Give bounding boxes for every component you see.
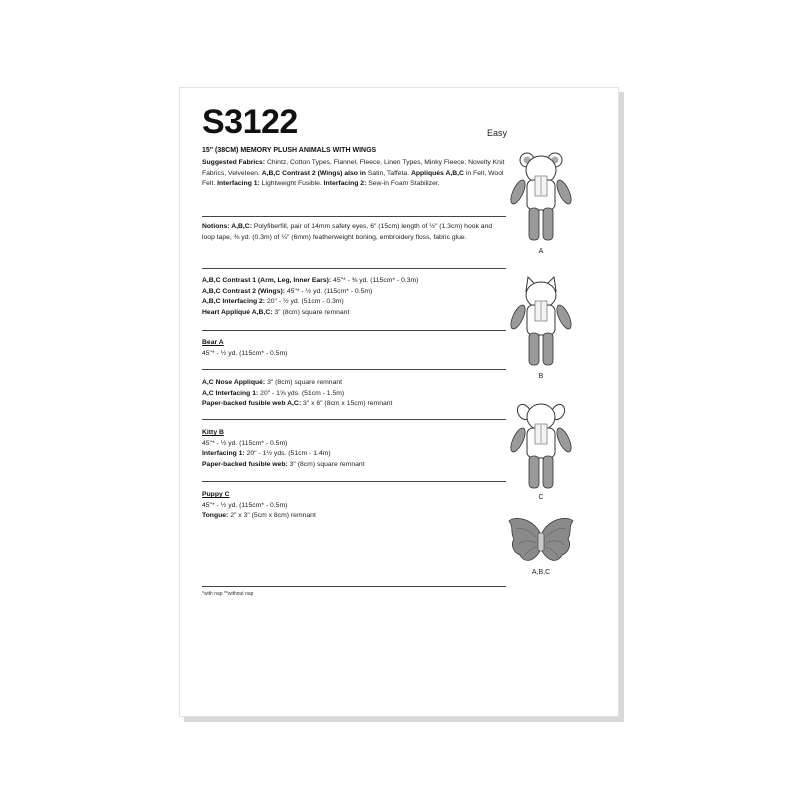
- puppy-illustration: [510, 398, 572, 493]
- divider: [202, 330, 506, 331]
- figure-label-a: A: [538, 248, 544, 255]
- puppy-section: Puppy C 45"* - ½ yd. (115cm* - 0.5m) Tongue: 2" x 3" (5cm x 8cm) remnant: [202, 491, 316, 519]
- figure-label-c: C: [538, 494, 544, 501]
- notions: Notions: A,B,C: Polyfiberfill, pair of 14mm safety eyes, 6" (15cm) length of ½" (1.3cm) hook and loop tape, ⅜ yd. (0.3m) of ¼" (6mm) featherweight boning, embroidery floss, fabric glue.: [202, 223, 493, 241]
- divider: [202, 481, 506, 482]
- kitty-section: Kitty B 45"* - ½ yd. (115cm* - 0.5m) Interfacing 1: 20" - 1½ yds. (51cm - 1.4m) Paper-backed fusible web: 3" (8cm) square remnant: [202, 429, 365, 468]
- pattern-subtitle: 15" (38CM) MEMORY PLUSH ANIMALS WITH WINGS: [202, 147, 377, 154]
- pattern-number: S3122: [202, 103, 298, 141]
- divider: [202, 419, 506, 420]
- divider: [202, 216, 506, 217]
- divider: [202, 268, 506, 269]
- footnote: *with nap **without nap: [202, 591, 254, 597]
- wings-illustration: [506, 515, 576, 567]
- kitty-illustration: [510, 275, 572, 370]
- contrast-requirements: A,B,C Contrast 1 (Arm, Leg, Inner Ears): 45"* - ⅜ yd. (115cm* - 0.3m) A,B,C Contrast 2 (Wings): 45"* - ½ yd. (115cm* - 0.5m) A,B,C Interfacing 2: 20" - ½ yd. (51cm - 0.3m) Heart Appliqué A,B,C: 3" (8cm) square remnant: [202, 277, 419, 316]
- bear-extras: A,C Nose Appliqué: 3" (8cm) square remnant A,C Interfacing 1: 20" - 1⅝ yds. (51cm - 1.5m) Paper-backed fusible web A,C: 3" x 6" (8cm x 15cm) remnant: [202, 379, 393, 407]
- bear-illustration: [510, 150, 572, 245]
- figure-label-wings: A,B,C: [531, 569, 551, 576]
- divider: [202, 586, 506, 587]
- divider: [202, 369, 506, 370]
- suggested-fabrics: Suggested Fabrics: Chintz, Cotton Types, Flannel, Fleece, Linen Types, Minky Fleece, Novelty Knit Fabrics, Velveteen. A,B,C Contrast 2 (Wings) also in Satin, Taffeta. Appliqués A,B,C in Felt, Wool Felt. Interfacing 1: Lightweight Fusible. Interfacing 2: Sew-in Foam Stabilizer.: [202, 159, 505, 187]
- figure-label-b: B: [538, 373, 544, 380]
- bear-section: Bear A 45"* - ½ yd. (115cm* - 0.5m): [202, 339, 288, 357]
- difficulty-label: Easy: [487, 128, 508, 138]
